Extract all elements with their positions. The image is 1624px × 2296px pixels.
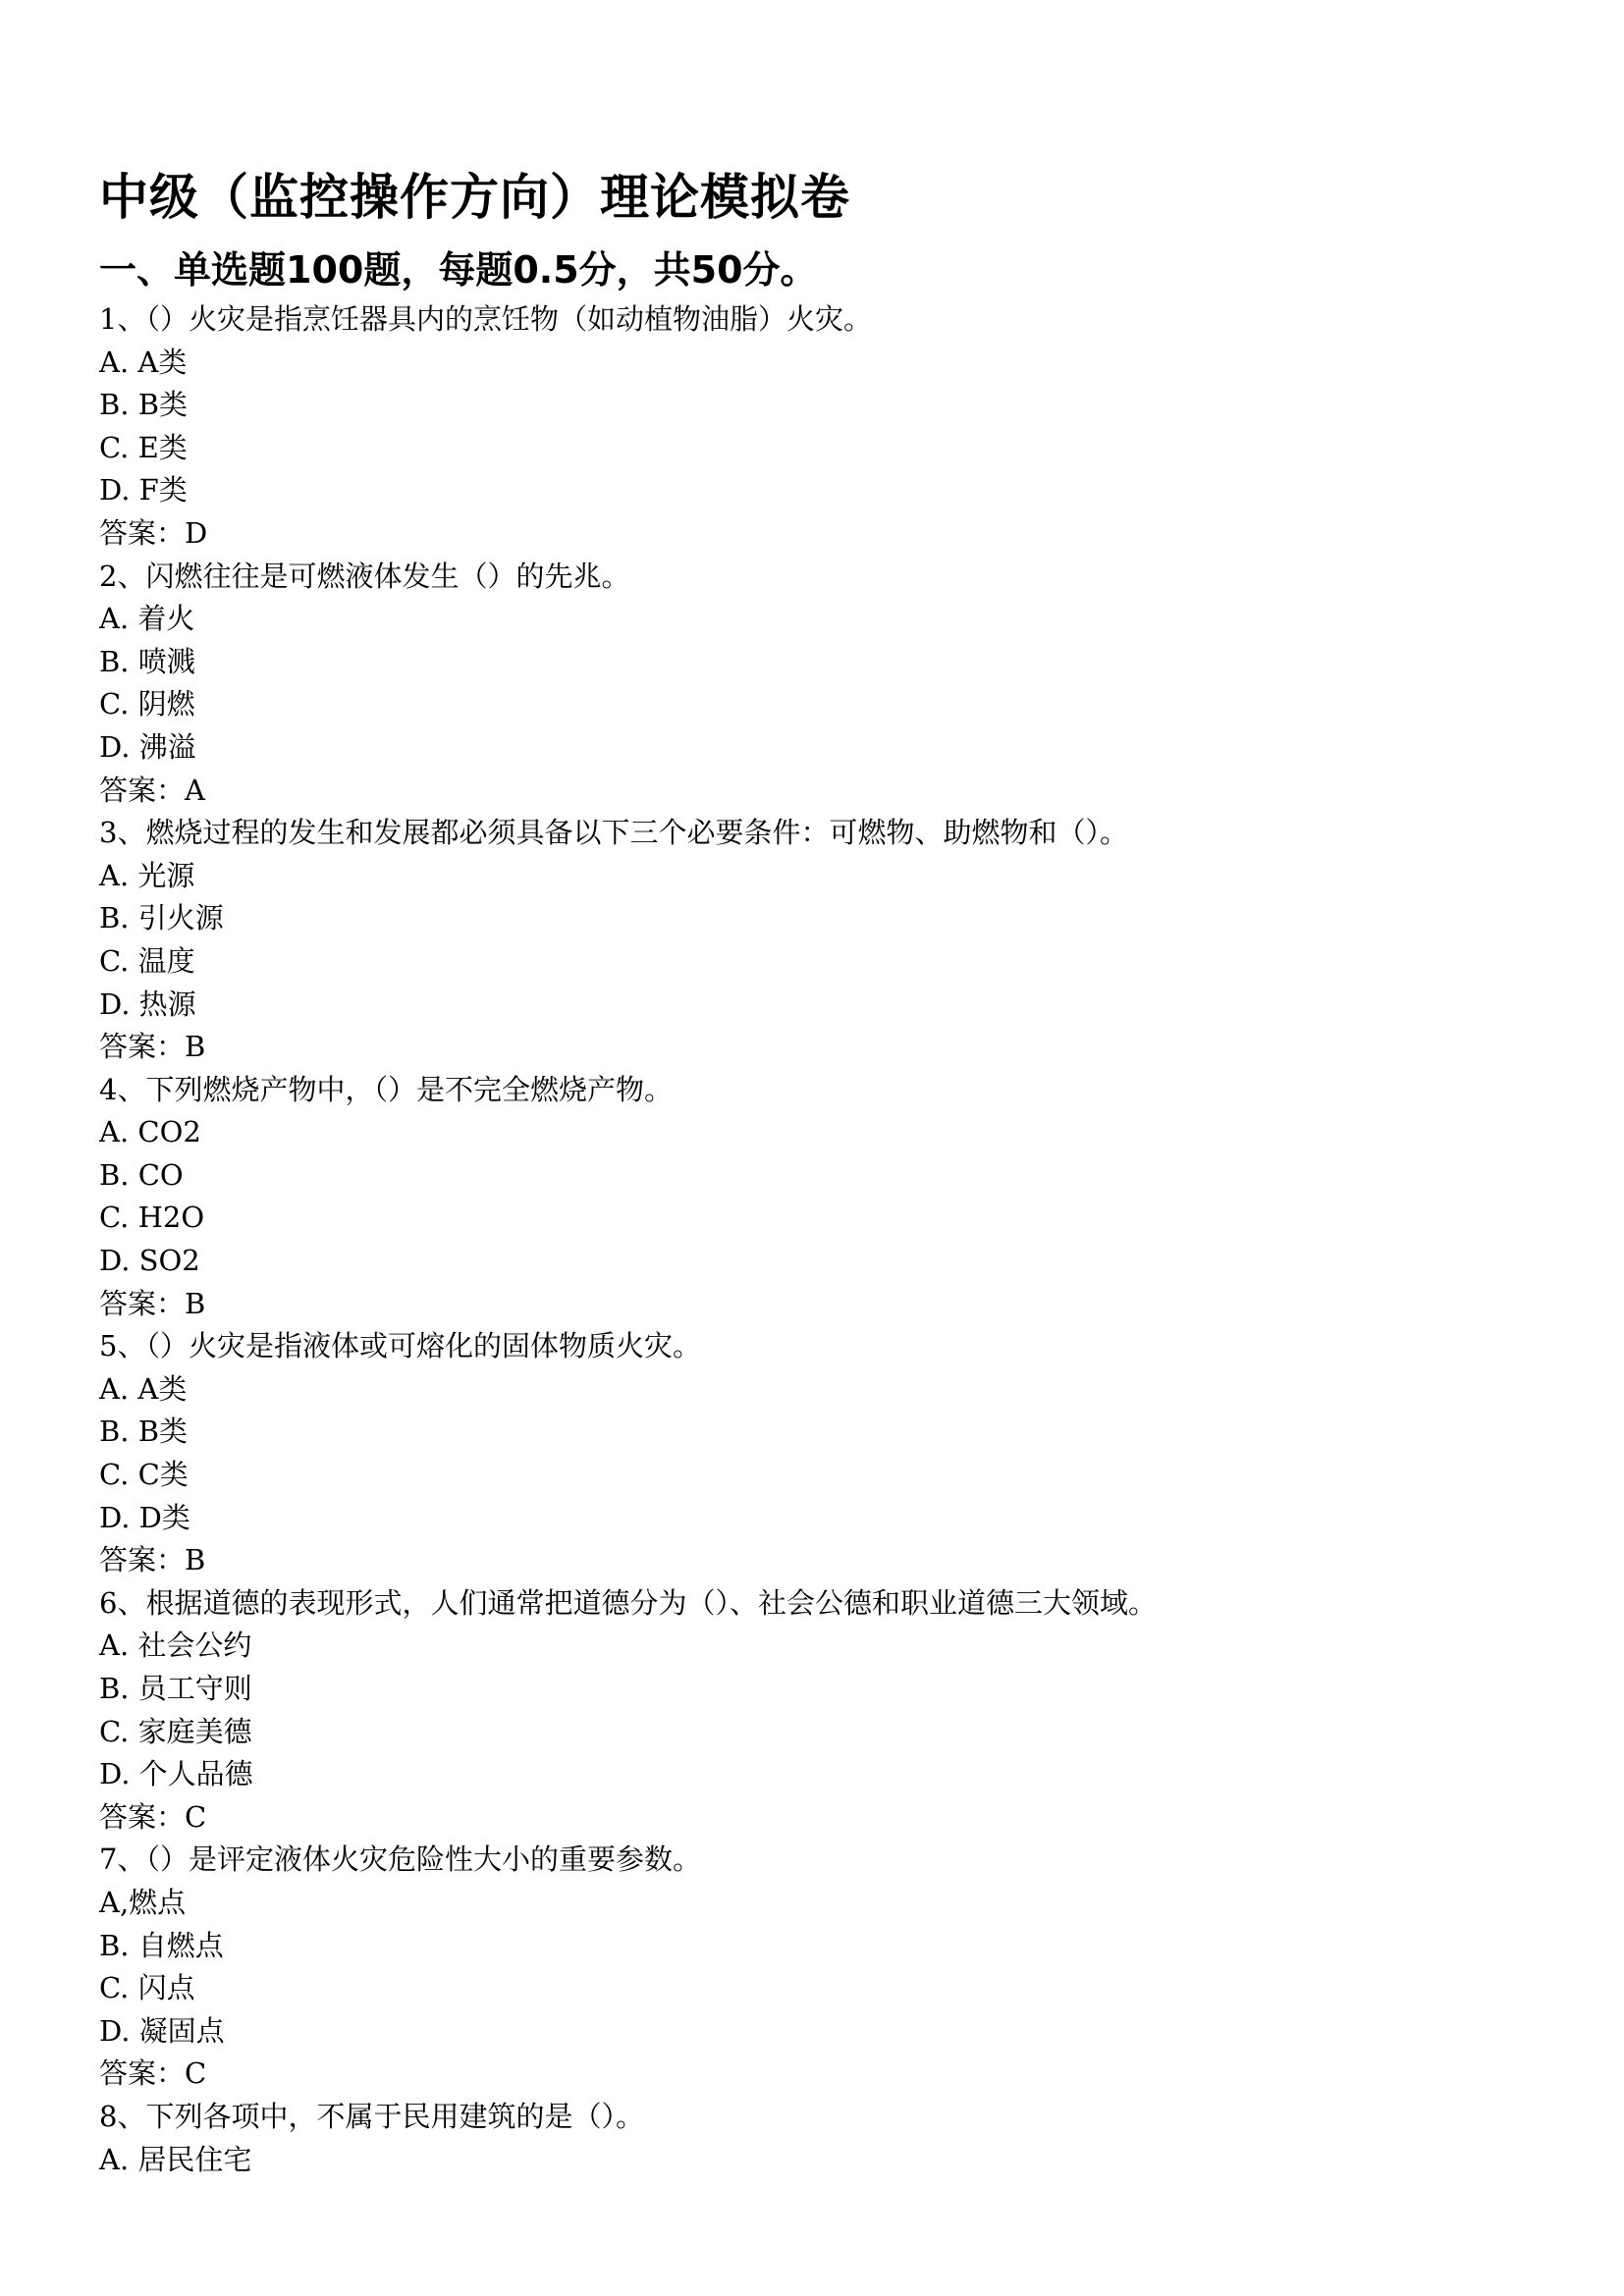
- question-option: A. CO2: [99, 1115, 201, 1149]
- question-option: D. 热源: [99, 987, 196, 1021]
- question-option: B. 喷溅: [99, 644, 195, 678]
- question-option: A. 光源: [99, 858, 195, 892]
- question-option: C. E类: [99, 430, 188, 464]
- question-list: [99, 298, 1565, 2181]
- question-item: [99, 1069, 1565, 1326]
- question-item: [99, 556, 1565, 813]
- question-option: A. A类: [99, 345, 188, 379]
- question-option: C. C类: [99, 1458, 189, 1492]
- question-answer: 答案：C: [99, 1799, 207, 1834]
- question-item: [99, 1325, 1565, 1582]
- question-stem: 4、下列燃烧产物中，（）是不完全燃烧产物。: [99, 1072, 673, 1106]
- question-answer: 答案：B: [99, 1543, 206, 1577]
- question-option: D. 凝固点: [99, 2013, 225, 2048]
- question-stem: 1、（）火灾是指烹饪器具内的烹饪物（如动植物油脂）火灾。: [99, 302, 872, 336]
- question-option: B. 引火源: [99, 901, 224, 935]
- document-title: 中级（监控操作方向）理论模拟卷: [99, 169, 850, 226]
- question-answer: 答案：C: [99, 2056, 207, 2091]
- question-option: C. 阴燃: [99, 687, 195, 721]
- question-option: D. F类: [99, 473, 188, 507]
- question-option: B. B类: [99, 1415, 189, 1449]
- question-item: [99, 298, 1565, 556]
- question-option: A,燃点: [99, 1885, 187, 1919]
- question-answer: 答案：B: [99, 1286, 206, 1320]
- question-option: C. H2O: [99, 1201, 205, 1235]
- question-option: D. D类: [99, 1500, 190, 1534]
- question-stem: 2、闪燃往往是可燃液体发生（）的先兆。: [99, 559, 630, 593]
- question-answer: 答案：A: [99, 773, 205, 807]
- question-option: C. 温度: [99, 943, 195, 978]
- question-stem: 8、下列各项中，不属于民用建筑的是（）。: [99, 2099, 644, 2133]
- question-option: B. B类: [99, 388, 189, 422]
- question-option: D. 个人品德: [99, 1757, 253, 1791]
- question-option: D. 沸溢: [99, 729, 196, 764]
- question-item: [99, 1582, 1565, 1840]
- question-option: B. CO: [99, 1157, 184, 1192]
- question-option: A. 着火: [99, 602, 195, 636]
- question-stem: 7、（）是评定液体火灾危险性大小的重要参数。: [99, 1842, 701, 1877]
- question-item: [99, 1839, 1565, 2096]
- question-option: A. A类: [99, 1371, 188, 1406]
- question-option: C. 家庭美德: [99, 1714, 252, 1748]
- question-stem: 6、根据道德的表现形式，人们通常把道德分为（）、社会公德和职业道德三大领域。: [99, 1585, 1157, 1620]
- question-item: [99, 812, 1565, 1069]
- question-item: [99, 2096, 1565, 2181]
- question-option: B. 自燃点: [99, 1928, 224, 1962]
- question-option: A. 居民住宅: [99, 2142, 252, 2176]
- question-stem: 5、（）火灾是指液体或可熔化的固体物质火灾。: [99, 1329, 701, 1363]
- question-answer: 答案：D: [99, 515, 208, 550]
- question-option: D. SO2: [99, 1244, 200, 1278]
- question-option: A. 社会公约: [99, 1629, 252, 1663]
- question-option: C. 闪点: [99, 1971, 195, 2005]
- section-heading: 一、单选题100题，每题0.5分，共50分。: [99, 248, 818, 292]
- question-answer: 答案：B: [99, 1030, 206, 1064]
- question-stem: 3、燃烧过程的发生和发展都必须具备以下三个必要条件：可燃物、助燃物和（）。: [99, 816, 1128, 850]
- question-option: B. 员工守则: [99, 1672, 252, 1705]
